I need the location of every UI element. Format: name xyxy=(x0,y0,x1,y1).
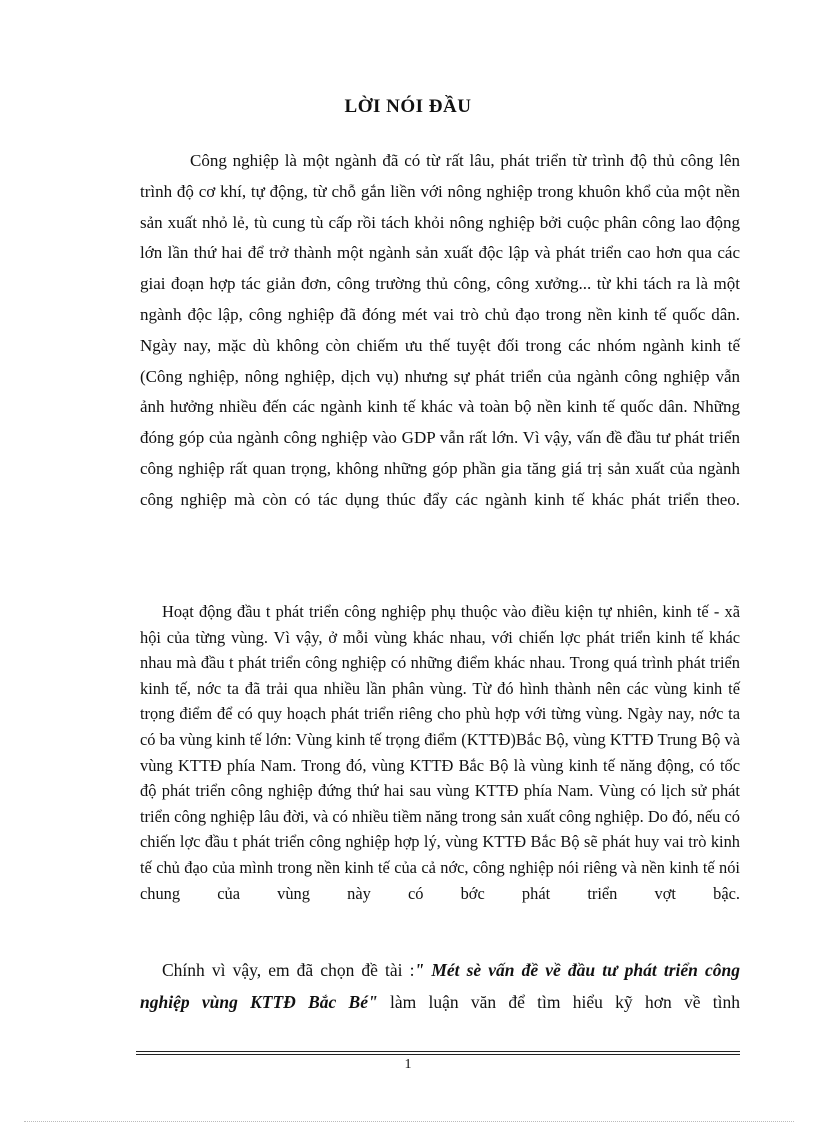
topic-continuation-text: làm luận văn để tìm hiểu kỹ hơn về tình xyxy=(377,992,740,1012)
thesis-topic-title: " Mét sè vấn đề về đầu tư phát triển công nghiệp vùng KTTĐ Bắc Bé" xyxy=(140,960,741,1012)
paragraph-topic xyxy=(140,954,740,1018)
paragraph-intro: Công nghiệp là một ngành đã có từ rất lâu, phát triển từ trình độ thủ công lên trình độ cơ khí, tự động, từ chỗ gắn liền với nông nghiệp trong khuôn khổ của một nền sản xuất nhỏ lẻ, tù cung tù cấp rồi tách khỏi nông nghiệp bởi cuộc phân công lao động lớn lần thứ hai để trở thành một ngành sản xuất độc lập và phát triển cao hơn qua các giai đoạn hợp tác giản đơn, công trường thủ công, công xưởng... từ khi tách ra là một ngành độc lập, công nghiệp đã đóng mét vai trò chủ đạo trong nền kinh tế quốc dân. Ngày nay, mặc dù không còn chiếm ưu thế tuyệt đối trong các nhóm ngành kinh tế (Công nghiệp, nông nghiệp, dịch vụ) nhưng sự phát triển của ngành công nghiệp vẫn ảnh hưởng nhiều đến các ngành kinh tế khác và toàn bộ nền kinh tế quốc dân. Những đóng góp của ngành công nghiệp vào GDP vẫn rất lớn. Vì vậy, vấn đề đầu tư phát triển công nghiệp rất quan trọng, không những góp phần gia tăng giá trị sản xuất của ngành công nghiệp mà còn có tác dụng thúc đẩy các ngành kinh tế khác phát triển theo. xyxy=(140,151,740,509)
footer-rule-top xyxy=(136,1051,740,1052)
page-title: LỜI NÓI ĐẦU xyxy=(344,96,472,117)
page-bottom-dotted-line xyxy=(24,1121,794,1122)
page-number: 1 xyxy=(404,1057,412,1072)
footer-rule-bottom xyxy=(136,1054,740,1055)
topic-intro-text: Chính vì vậy, em đã chọn đề tài : xyxy=(162,960,415,980)
paragraph-regional: Hoạt động đầu t phát triển công nghiệp phụ thuộc vào điều kiện tự nhiên, kinh tế - xã hội của từng vùng. Vì vậy, ở mỗi vùng khác nhau, với chiến lợc phát triển kinh tế khác nhau mà đầu t phát triển công nghiệp có những điểm khác nhau. Trong quá trình phát triển kinh tế, nớc ta đã trải qua nhiều lần phân vùng. Từ đó hình thành nên các vùng kinh tế trọng điểm để có quy hoạch phát triển riêng cho phù hợp với từng vùng. Ngày nay, nớc ta có ba vùng kinh tế lớn: Vùng kinh tế trọng điểm (KTTĐ)Bắc Bộ, vùng KTTĐ Trung Bộ và vùng KTTĐ phía Nam. Trong đó, vùng KTTĐ Bắc Bộ là vùng kinh tế năng động, có tốc độ phát triển công nghiệp đứng thứ hai sau vùng KTTĐ phía Nam. Vùng có lịch sử phát triển công nghiệp lâu đời, và có nhiều tiềm năng trong sản xuất công nghiệp. Do đó, nếu có chiến lợc đầu t phát triển công nghiệp hợp lý, vùng KTTĐ Bắc Bộ sẽ phát huy vai trò kinh tế chủ đạo của mình trong nền kinh tế của cả nớc, công nghiệp nói riêng và nền kinh tế nói chung của vùng này có bớc phát triển vợt bậc. xyxy=(140,602,740,903)
